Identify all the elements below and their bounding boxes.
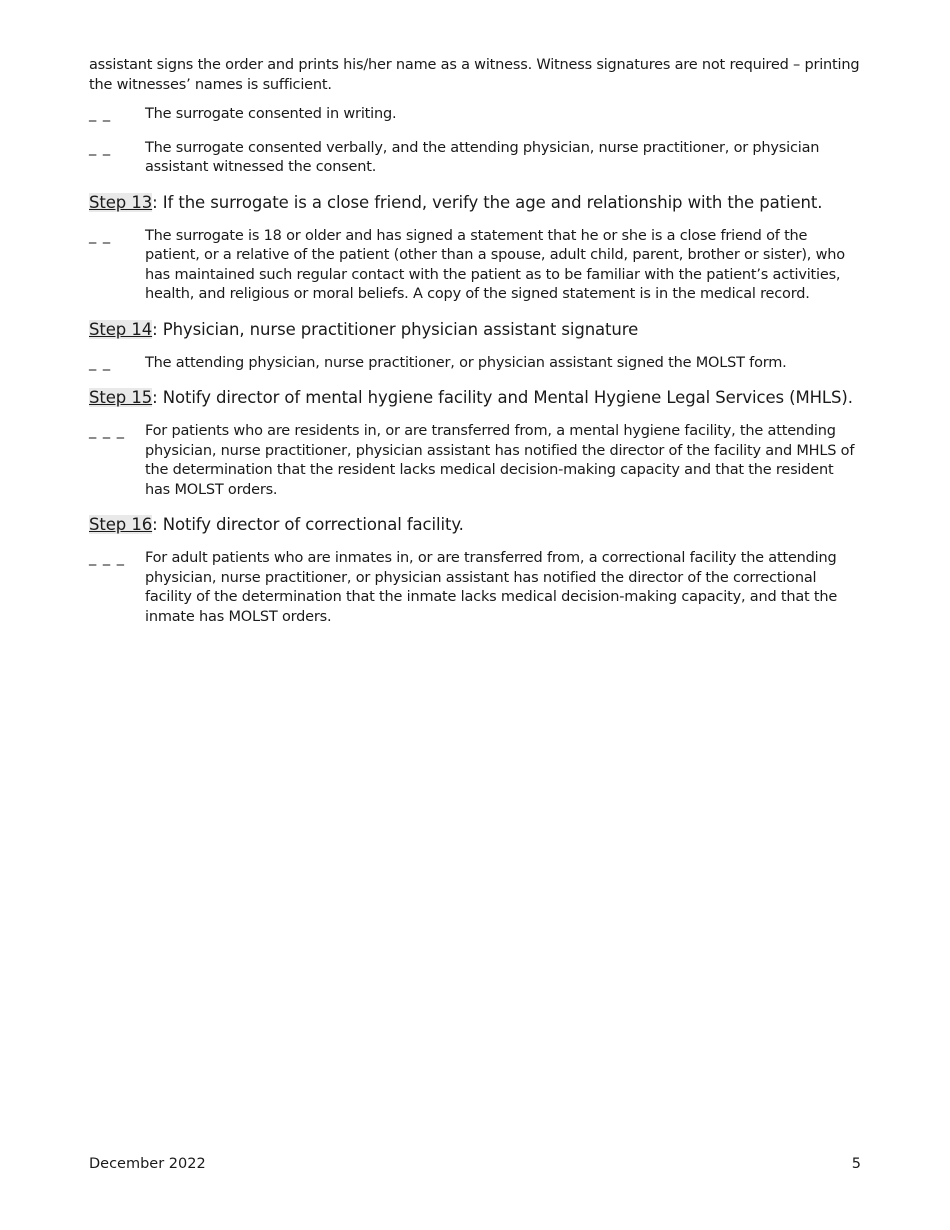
- checklist-item-text: For adult patients who are inmates in, or are transferred from, a correctional facility the attending physician, nurse practitioner, or physician assistant has notified the director of the correctional facility of the determination that the inmate lacks medical decision-making capacity, and that the inmate has MOLST orders.: [145, 550, 838, 625]
- step-label: Step 14: [89, 319, 153, 339]
- step-13-heading: [89, 192, 861, 214]
- checkbox-blank[interactable]: _ _: [89, 354, 112, 371]
- step-label: Step 15: [89, 388, 153, 407]
- checklist-item-text: For patients who are residents in, or are transferred from, a mental hygiene facility, the attending physician, nurse practitioner, physician assistant has notified the director of the facility and MHLS of the determination that the resident lacks medical decision-making capacity and that the resident has MOLST orders.: [145, 423, 855, 498]
- page-footer: [89, 1155, 861, 1174]
- checkbox-blank[interactable]: _ _: [89, 227, 112, 244]
- step-16-heading: [89, 514, 861, 536]
- checklist-item: [89, 139, 861, 178]
- step-14-heading: [89, 319, 861, 341]
- checklist-item: [89, 105, 861, 125]
- step-label: Step 16: [89, 515, 153, 534]
- checklist-item-text: The surrogate consented verbally, and the attending physician, nurse practitioner, or physician assistant witnessed the consent.: [145, 139, 820, 175]
- step-title: : Notify director of correctional facility.: [152, 515, 464, 534]
- checklist-item: [89, 354, 861, 374]
- checklist-item-text: The attending physician, nurse practitioner, or physician assistant signed the MOLST form.: [145, 354, 787, 371]
- step-label: Step 13: [89, 192, 153, 212]
- checklist-item: [89, 422, 861, 500]
- checklist-item-text: The surrogate consented in writing.: [145, 106, 397, 122]
- footer-date: December 2022: [89, 1156, 206, 1172]
- step-title: : If the surrogate is a close friend, verify the age and relationship with the patient.: [152, 192, 823, 212]
- checklist-item: [89, 227, 861, 305]
- checkbox-blank[interactable]: _ _: [89, 139, 112, 156]
- intro-paragraph: assistant signs the order and prints his/her name as a witness. Witness signatures are not required – printing the witnesses’ names is sufficient.: [89, 57, 860, 93]
- checklist-item-text: The surrogate is 18 or older and has signed a statement that he or she is a close friend of the patient, or a relative of the patient (other than a spouse, adult child, parent, brother or sister), who has maintained such regular contact with the patient as to be familiar with the patient’s activities, health, and religious or moral beliefs. A copy of the signed statement is in the medical record.: [145, 227, 845, 302]
- checkbox-blank[interactable]: _ _ _: [89, 423, 125, 439]
- step-title: : Physician, nurse practitioner physician assistant signature: [152, 319, 639, 339]
- step-title: : Notify director of mental hygiene facility and Mental Hygiene Legal Services (MHLS).: [152, 388, 853, 407]
- checkbox-blank[interactable]: _ _ _: [89, 550, 125, 566]
- checkbox-blank[interactable]: _ _: [89, 106, 112, 122]
- step-15-heading: [89, 387, 861, 409]
- page-number: 5: [851, 1156, 861, 1172]
- checklist-item: [89, 549, 861, 627]
- document-body: [89, 56, 861, 641]
